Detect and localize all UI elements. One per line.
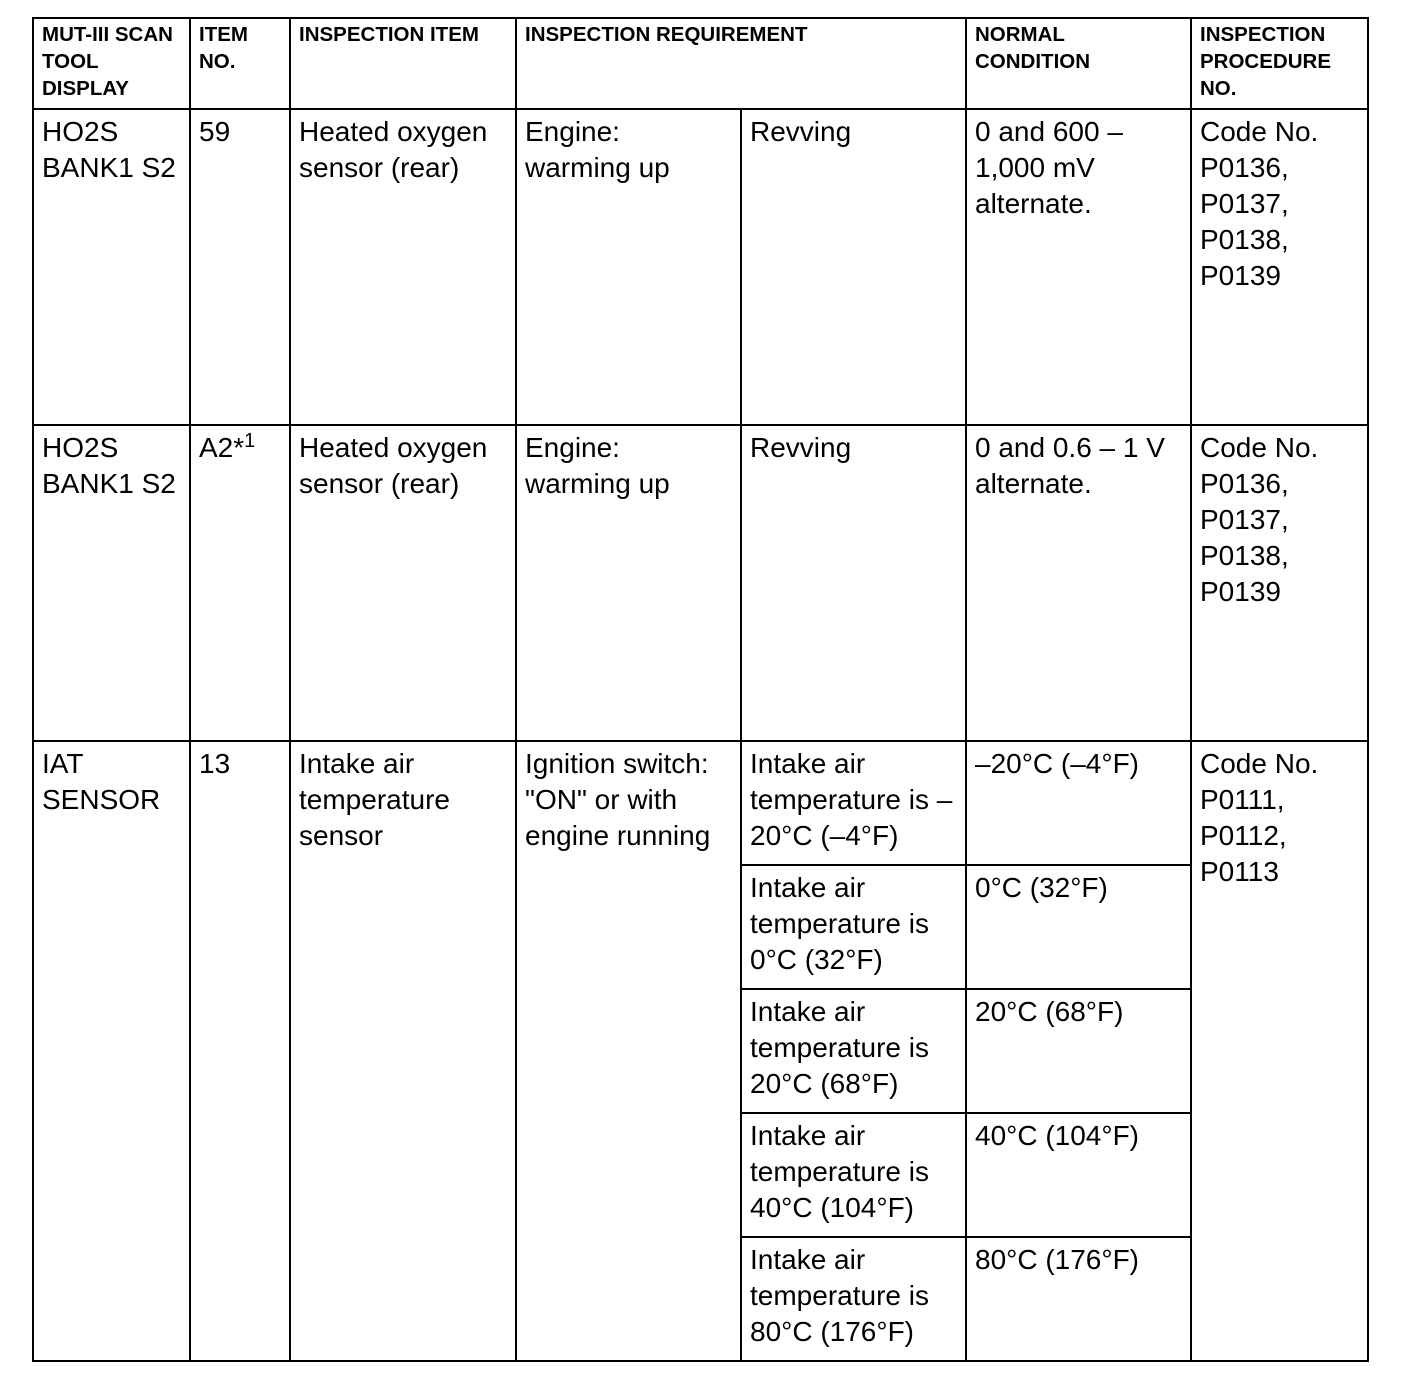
cell-normal-condition: 0°C (32°F) [966, 865, 1191, 989]
item-no-text: 59 [199, 116, 231, 147]
cell-condition: Revving [741, 425, 966, 741]
cell-normal-condition: 0 and 600 – 1,000 mV alternate. [966, 109, 1191, 425]
item-no-note: 1 [244, 430, 256, 452]
cell-requirement: Engine: warming up [516, 425, 741, 741]
cell-inspection-item: Heated oxygen sensor (rear) [290, 425, 516, 741]
cell-display: HO2S BANK1 S2 [33, 109, 190, 425]
cell-requirement: Engine: warming up [516, 109, 741, 425]
cell-procedure: Code No. P0136, P0137, P0138, P0139 [1191, 109, 1368, 425]
table-row [33, 741, 1368, 865]
cell-display: IAT SENSOR [33, 741, 190, 1361]
cell-condition: Intake air temperature is 40°C (104°F) [741, 1113, 966, 1237]
cell-condition: Intake air temperature is –20°C (–4°F) [741, 741, 966, 865]
header-display: MUT-III SCAN TOOL DISPLAY [33, 18, 190, 109]
cell-normal-condition: –20°C (–4°F) [966, 741, 1191, 865]
cell-item-no [190, 109, 290, 425]
item-no-text: A2* [199, 432, 245, 463]
header-row [33, 18, 1368, 109]
cell-normal-condition: 20°C (68°F) [966, 989, 1191, 1113]
cell-normal-condition: 0 and 0.6 – 1 V alternate. [966, 425, 1191, 741]
header-procedure-no: INSPECTION PROCEDURE NO. [1191, 18, 1368, 109]
cell-display: HO2S BANK1 S2 [33, 425, 190, 741]
header-inspection-requirement: INSPECTION REQUIREMENT [516, 18, 966, 109]
cell-requirement: Ignition switch: "ON" or with engine running [516, 741, 741, 1361]
cell-inspection-item: Intake air temperature sensor [290, 741, 516, 1361]
cell-inspection-item: Heated oxygen sensor (rear) [290, 109, 516, 425]
header-inspection-item: INSPECTION ITEM [290, 18, 516, 109]
header-item-no: ITEM NO. [190, 18, 290, 109]
table-row [33, 109, 1368, 425]
cell-condition: Intake air temperature is 20°C (68°F) [741, 989, 966, 1113]
cell-normal-condition: 40°C (104°F) [966, 1113, 1191, 1237]
cell-item-no: 13 [190, 741, 290, 1361]
cell-condition: Revving [741, 109, 966, 425]
header-normal-condition: NORMAL CONDITION [966, 18, 1191, 109]
table-row [33, 425, 1368, 741]
cell-procedure: Code No. P0111, P0112, P0113 [1191, 741, 1368, 1361]
cell-item-no [190, 425, 290, 741]
inspection-table [32, 17, 1369, 1362]
cell-condition: Intake air temperature is 0°C (32°F) [741, 865, 966, 989]
cell-normal-condition: 80°C (176°F) [966, 1237, 1191, 1361]
cell-condition: Intake air temperature is 80°C (176°F) [741, 1237, 966, 1361]
cell-procedure: Code No. P0136, P0137, P0138, P0139 [1191, 425, 1368, 741]
